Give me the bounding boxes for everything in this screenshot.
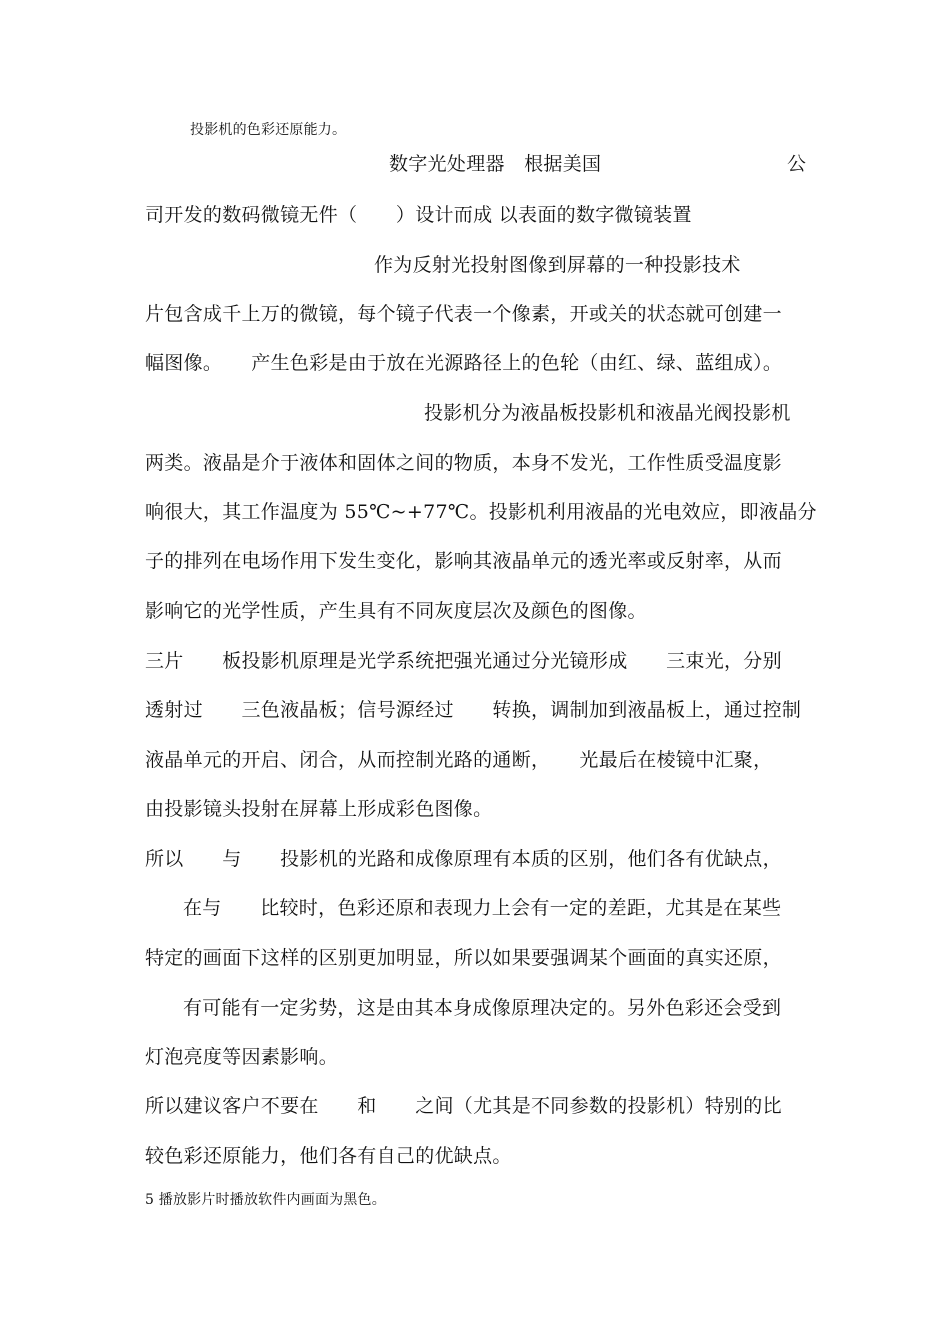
text-line: 响很大，其工作温度为 55℃~+77℃。投影机利用液晶的光电效应，即液晶分 (145, 501, 817, 523)
text-line: 司开发的数码微镜无件（ ）设计而成 以表面的数字微镜装置 (145, 204, 692, 226)
text-line: 两类。液晶是介于液体和固体之间的物质，本身不发光，工作性质受温度影 (145, 452, 782, 474)
text-line: 所以 与 投影机的光路和成像原理有本质的区别，他们各有优缺点， (145, 848, 782, 870)
text-line: 数字光处理器 根据美国 (389, 153, 602, 175)
text-line: 灯泡亮度等因素影响。 (145, 1046, 339, 1068)
text-line: 5 播放影片时播放软件内画面为黑色。 (145, 1192, 386, 1208)
text-line: 液晶单元的开启、闭合，从而控制光路的通断， 光最后在棱镜中汇聚， (145, 749, 773, 771)
text-line: 子的排列在电场作用下发生变化，影响其液晶单元的透光率或反射率，从而 (145, 550, 782, 572)
text-line: 特定的画面下这样的区别更加明显，所以如果要强调某个画面的真实还原， (145, 947, 782, 969)
text-line: 在与 比较时，色彩还原和表现力上会有一定的差距，尤其是在某些 (183, 897, 782, 919)
text-line: 较色彩还原能力，他们各有自己的优缺点。 (145, 1145, 512, 1167)
text-line: 投影机的色彩还原能力。 (190, 122, 347, 138)
text-line: 公 (787, 153, 807, 175)
text-line: 由投影镜头投射在屏幕上形成彩色图像。 (145, 798, 493, 820)
text-line: 投影机分为液晶板投影机和液晶光阀投影机 (424, 402, 791, 424)
text-line: 所以建议客户不要在 和 之间（尤其是不同参数的投影机）特别的比 (145, 1095, 782, 1117)
text-line: 透射过 三色液晶板；信号源经过 转换，调制加到液晶板上，通过控制 (145, 699, 802, 721)
text-line: 作为反射光投射图像到屏幕的一种投影技术 (374, 254, 741, 276)
text-line: 有可能有一定劣势，这是由其本身成像原理决定的。另外色彩还会受到 (183, 997, 782, 1019)
text-line: 影响它的光学性质，产生具有不同灰度层次及颜色的图像。 (145, 600, 647, 622)
text-line: 三片 板投影机原理是光学系统把强光通过分光镜形成 三束光，分别 (145, 650, 782, 672)
text-line: 幅图像。 产生色彩是由于放在光源路径上的色轮（由红、绿、蓝组成）。 (145, 352, 783, 374)
text-line: 片包含成千上万的微镜，每个镜子代表一个像素，开或关的状态就可创建一 (145, 303, 782, 325)
